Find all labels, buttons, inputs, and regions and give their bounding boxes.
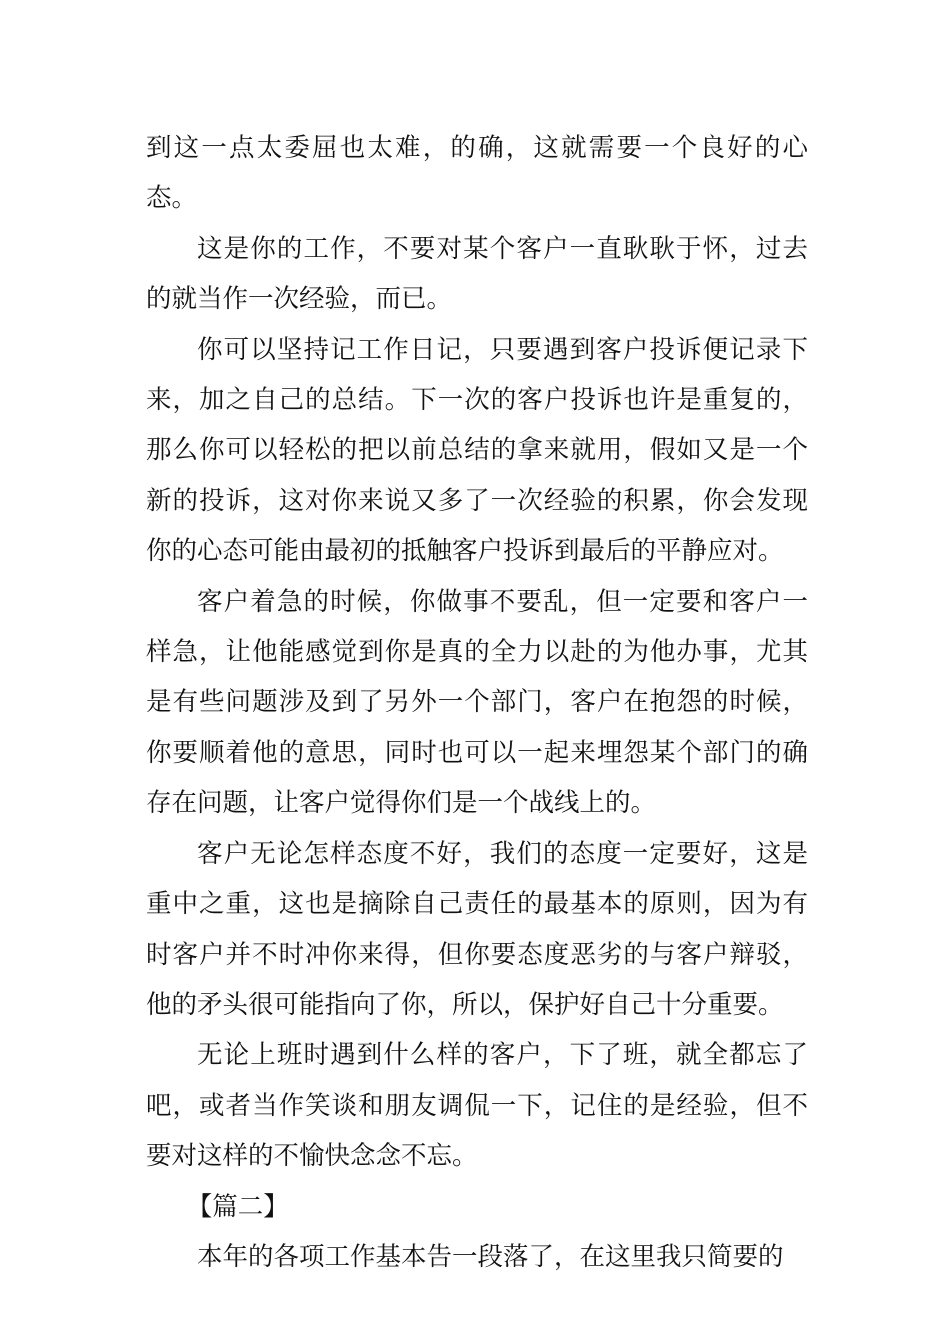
paragraph: 你可以坚持记工作日记，只要遇到客户投诉便记录下来，加之自己的总结。下一次的客户投诉也许是重复的，那么你可以轻松的把以前总结的拿来就用，假如又是一个新的投诉，这对你来说又多了一次经验的积累，你会发现你的心态可能由最初的抵触客户投诉到最后的平静应对。 [146,334,808,567]
paragraph: 本年的各项工作基本告一段落了，在这里我只简要的 [197,1241,784,1272]
paragraph: 这是你的工作，不要对某个客户一直耿耿于怀，过去的就当作一次经验，而已。 [146,233,808,315]
paragraph: 无论上班时遇到什么样的客户，下了班，就全都忘了吧，或者当作笑谈和朋友调侃一下，记住的是经验，但不要对这样的不愉快念念不忘。 [146,1040,808,1172]
paragraph: 客户无论怎样态度不好，我们的态度一定要好，这是重中之重，这也是摘除自己责任的最基本的原则，因为有时客户并不时冲你来得，但你要态度恶劣的与客户辩驳，他的矛头很可能指向了你，所以，保护好自己十分重要。 [146,838,808,1020]
document-body [146,123,808,1282]
paragraph-continuation: 到这一点太委屈也太难，的确，这就需要一个良好的心态。 [146,133,808,214]
section-heading: 【篇二】 [186,1191,289,1222]
paragraph: 客户着急的时候，你做事不要乱，但一定要和客户一样急，让他能感觉到你是真的全力以赴的为他办事，尤其是有些问题涉及到了另外一个部门，客户在抱怨的时候，你要顺着他的意思，同时也可以一起来埋怨某个部门的确存在问题，让客户觉得你们是一个战线上的。 [146,586,808,819]
